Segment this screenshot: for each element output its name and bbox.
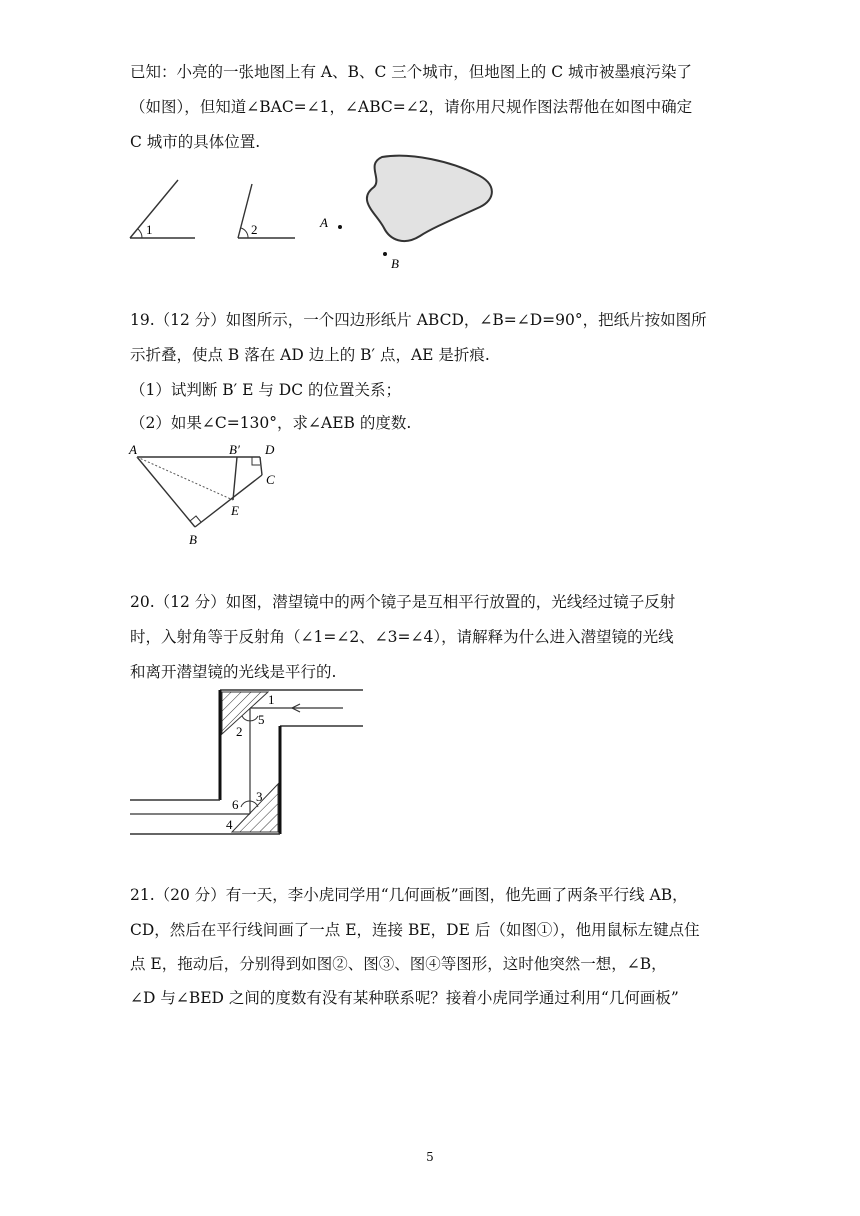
label-a: A <box>129 442 137 457</box>
angle-1-label: 1 <box>268 692 275 707</box>
angle-2-label: 2 <box>236 724 243 739</box>
q21-line-1: 21.（20 分）有一天，李小虎同学用“几何画板”画图，他先画了两条平行线 AB， <box>130 886 688 904</box>
label-b: B <box>189 532 197 547</box>
point-b-label: B <box>391 256 399 271</box>
q20-line-3: 和离开潜望镜的光线是平行的. <box>130 663 337 681</box>
angle-5-label: 5 <box>258 712 265 727</box>
page-number: 5 <box>426 1150 434 1164</box>
q20-line-1: 20.（12 分）如图，潜望镜中的两个镜子是互相平行放置的，光线经过镜子反射 <box>130 593 676 611</box>
angle1-arc <box>138 229 142 238</box>
fold-bpe <box>233 457 237 500</box>
q20-figure <box>128 686 368 838</box>
label-d: D <box>265 442 275 457</box>
side-dc <box>260 457 262 475</box>
point-b <box>383 252 387 256</box>
lower-mirror <box>232 784 278 832</box>
angle2-arc <box>241 228 248 238</box>
right-angle-b <box>190 516 201 522</box>
q21-line-2: CD，然后在平行线间画了一点 E，连接 BE，DE 后（如图①），他用鼠标左键点住 <box>130 921 700 939</box>
q19-line-3: （1）试判断 B′ E 与 DC 的位置关系； <box>130 381 402 399</box>
angle2-label: 2 <box>251 222 258 237</box>
q18-line-2: （如图），但知道∠BAC=∠1，∠ABC=∠2，请你用尺规作图法帮他在如图中确定 <box>130 98 693 116</box>
label-bprime: B′ <box>229 442 240 457</box>
q18-line-1: 已知：小亮的一张地图上有 A、B、C 三个城市，但地图上的 C 城市被墨痕污染了 <box>130 63 693 81</box>
angle1-label: 1 <box>146 222 153 237</box>
point-a <box>338 225 342 229</box>
q20-line-2: 时，入射角等于反射角（∠1=∠2、∠3=∠4），请解释为什么进入潜望镜的光线 <box>130 628 674 646</box>
q18-figure <box>120 152 520 277</box>
side-ab <box>137 457 195 527</box>
right-angle-d <box>252 457 260 465</box>
label-e: E <box>231 503 239 518</box>
ink-blot <box>367 156 492 241</box>
q19-line-1: 19.（12 分）如图所示，一个四边形纸片 ABCD，∠B=∠D=90°，把纸片按如图所 <box>130 311 707 329</box>
angle1-ray <box>130 180 178 238</box>
q19-line-2: 示折叠，使点 B 落在 AD 边上的 B′ 点，AE 是折痕. <box>130 346 490 364</box>
q19-line-4: （2）如果∠C=130°，求∠AEB 的度数. <box>130 414 412 432</box>
q19-figure <box>125 440 290 555</box>
angle-4-label: 4 <box>226 817 233 832</box>
q18-line-3: C 城市的具体位置. <box>130 133 261 151</box>
point-a-label: A <box>320 215 328 230</box>
label-c: C <box>266 472 275 487</box>
side-cb <box>195 475 262 527</box>
q21-line-4: ∠D 与∠BED 之间的度数有没有某种联系呢？接着小虎同学通过利用“几何画板” <box>130 989 679 1007</box>
angle-6-label: 6 <box>232 797 239 812</box>
q21-line-3: 点 E，拖动后，分别得到如图②、图③、图④等图形，这时他突然一想，∠B， <box>130 955 667 973</box>
fold-line-ae <box>137 457 233 500</box>
angle-3-label: 3 <box>256 789 263 804</box>
